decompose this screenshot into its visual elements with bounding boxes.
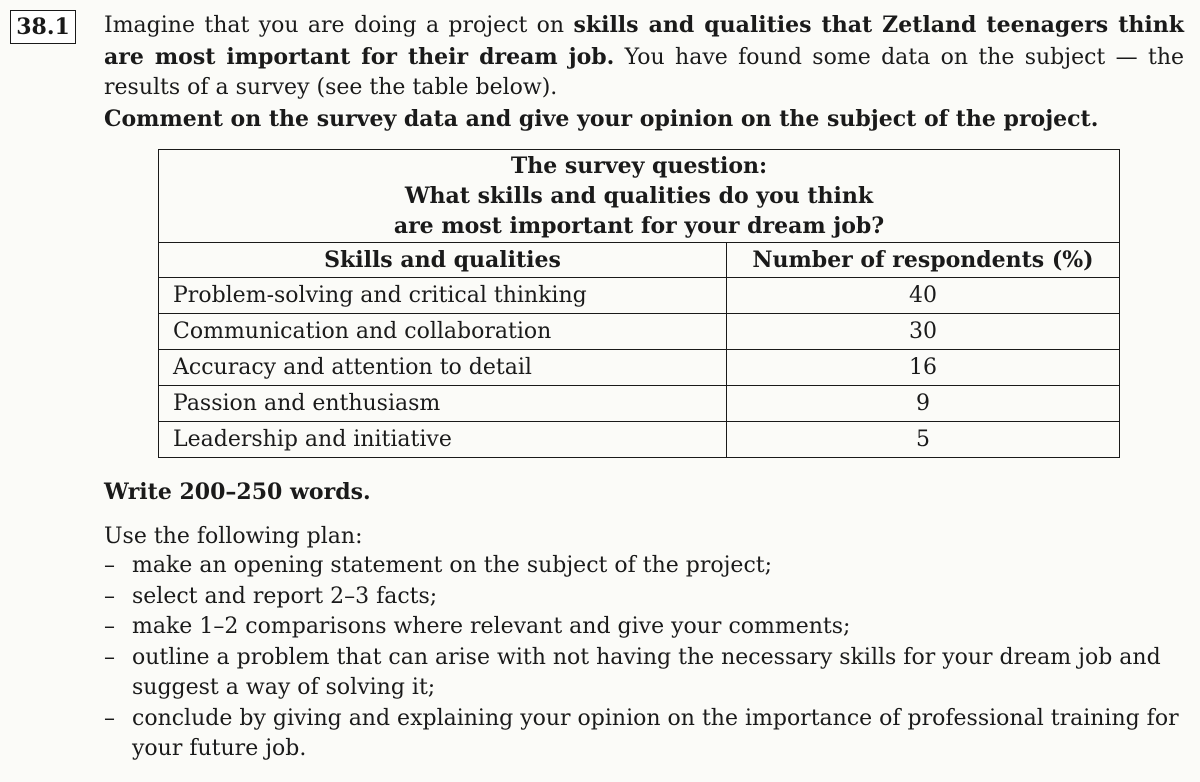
- survey-question-line: The survey question:: [510, 153, 768, 179]
- skill-cell: Communication and collaboration: [159, 314, 727, 350]
- value-cell: 30: [727, 314, 1120, 350]
- dash-bullet: –: [104, 553, 115, 578]
- word-count-instruction: Write 200–250 words.: [104, 479, 371, 505]
- survey-question-cell: [159, 150, 1120, 243]
- task-description: [104, 10, 1184, 134]
- value-cell: 9: [727, 386, 1120, 422]
- survey-question-line: What skills and qualities do you think: [404, 183, 874, 209]
- plan-item-text: make an opening statement on the subject of the project;: [132, 553, 773, 578]
- table-row: [159, 314, 1120, 350]
- plan-item-text: select and report 2–3 facts;: [132, 583, 438, 609]
- plan-item: [104, 612, 1184, 643]
- plan-item-text: conclude by giving and explaining your opinion on the importance of professional training for your future job.: [132, 705, 1179, 761]
- survey-table: [158, 149, 1120, 458]
- plan-item: [104, 551, 1184, 582]
- plan-intro: Use the following plan:: [104, 524, 363, 549]
- plan-list: [104, 551, 1184, 765]
- skill-cell: Accuracy and attention to detail: [159, 350, 727, 386]
- table-row: [159, 386, 1120, 422]
- column-header-skills: Skills and qualities: [159, 243, 727, 278]
- dash-bullet: –: [104, 644, 115, 670]
- skill-cell: Problem-solving and critical thinking: [159, 278, 727, 314]
- table-row: [159, 350, 1120, 386]
- table-row: [159, 422, 1120, 458]
- skill-cell: Passion and enthusiasm: [159, 386, 727, 422]
- value-cell: 16: [727, 350, 1120, 386]
- intro-text-end: You have found some data on the subject — the results of a survey (see the table below).: [104, 44, 1185, 100]
- task-number: 38.1: [10, 10, 76, 44]
- value-cell: 40: [727, 278, 1120, 314]
- survey-question-line: are most important for your dream job?: [393, 213, 885, 239]
- plan-item: [104, 643, 1184, 704]
- dash-bullet: –: [104, 614, 115, 639]
- dash-bullet: –: [104, 583, 115, 609]
- plan-item-text: make 1–2 comparisons where relevant and give your comments;: [132, 614, 851, 639]
- value-cell: 5: [727, 422, 1120, 458]
- intro-paragraph: [104, 10, 1184, 104]
- column-header-respondents: Number of respondents (%): [727, 243, 1120, 278]
- plan-item-text: outline a problem that can arise with not having the necessary skills for your dream job and suggest a way of solving it;: [132, 644, 1161, 700]
- instruction-line: Comment on the survey data and give your opinion on the subject of the project.: [104, 105, 1099, 132]
- plan-item: [104, 704, 1184, 765]
- dash-bullet: –: [104, 705, 115, 731]
- table-row: [159, 278, 1120, 314]
- intro-text-start: Imagine that you are doing a project on: [104, 13, 574, 38]
- skill-cell: Leadership and initiative: [159, 422, 727, 458]
- plan-item: [104, 582, 1184, 613]
- intro-topic: skills and qualities that Zetland teenagers think are most important for their dream job.: [104, 12, 1184, 70]
